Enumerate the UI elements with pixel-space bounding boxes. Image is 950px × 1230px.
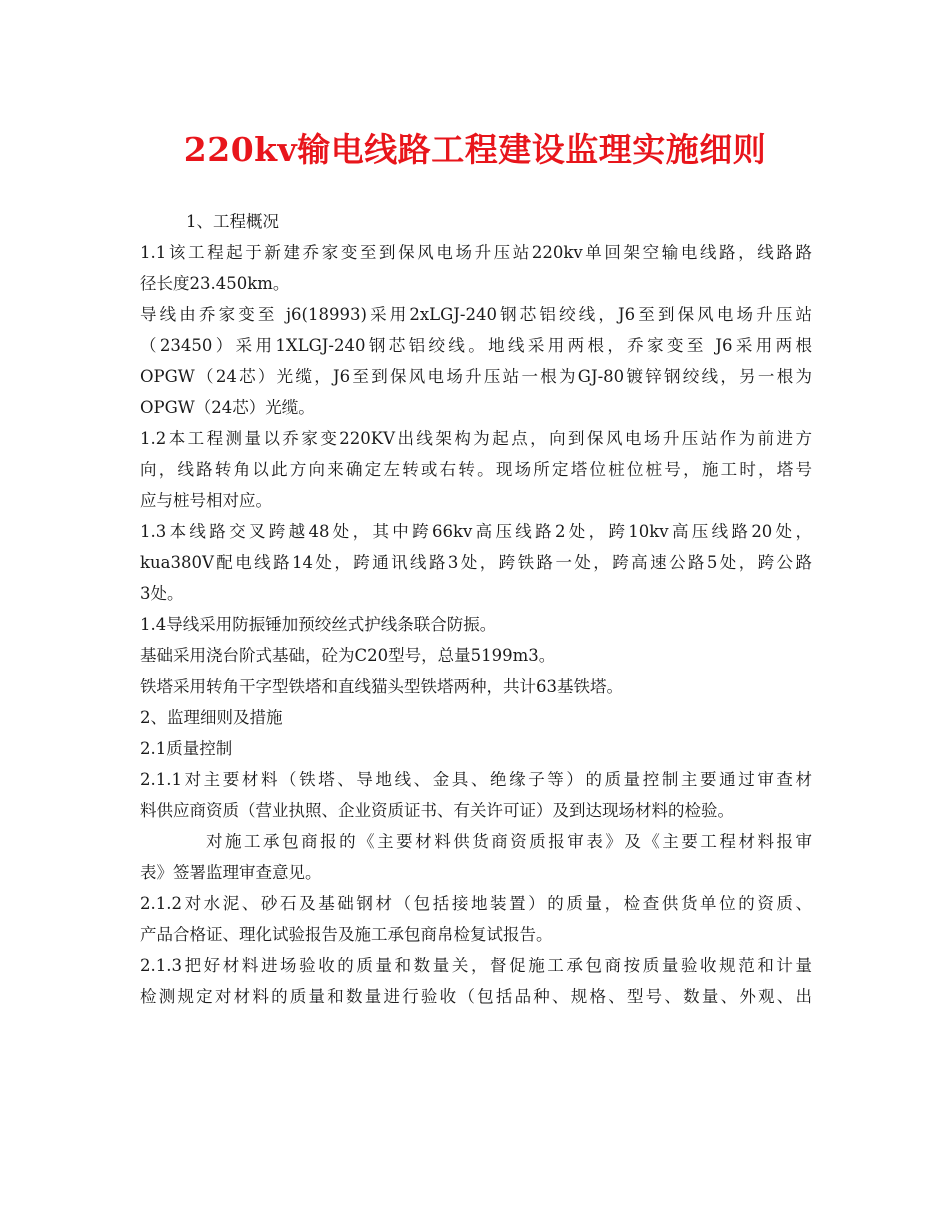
paragraph-line: 料供应商资质（营业执照、企业资质证书、有关许可证）及到达现场材料的检验。 (140, 801, 734, 820)
paragraph-line: OPGW（24芯）光缆，J6至到保风电场升压站一根为GJ-80镀锌钢绞线，另一根为 (140, 367, 812, 386)
section-heading-supervision: 2、监理细则及措施 (140, 708, 283, 727)
paragraph-line: 对施工承包商报的《主要材料供货商资质报审表》及《主要工程材料报审 (206, 832, 812, 851)
document-title: 220kv输电线路工程建设监理实施细则 (183, 130, 767, 169)
paragraph-line: 导线由乔家变至 j6(18993)采用2xLGJ-240钢芯铝绞线，J6至到保风电场升压站 (140, 305, 812, 324)
paragraph-line: 径长度23.450km。 (140, 274, 290, 293)
paragraph-line: 1.2本工程测量以乔家变220KV出线架构为起点，向到保风电场升压站作为前进方 (140, 429, 812, 448)
paragraph-line: 2.1.2对水泥、砂石及基础钢材（包括接地装置）的质量，检查供货单位的资质、 (140, 894, 812, 913)
paragraph-line: （23450）采用1XLGJ-240钢芯铝绞线。地线采用两根，乔家变至 J6采用两根 (140, 336, 812, 355)
subsection-heading-quality: 2.1质量控制 (140, 739, 233, 758)
paragraph-line: 1.3本线路交叉跨越48处，其中跨66kv高压线路2处，跨10kv高压线路20处， (140, 522, 812, 541)
paragraph-line: 2.1.3把好材料进场验收的质量和数量关，督促施工承包商按质量验收规范和计量 (140, 956, 812, 975)
paragraph-line: 铁塔采用转角干字型铁塔和直线猫头型铁塔两种，共计63基铁塔。 (140, 677, 623, 696)
paragraph-line: 基础采用浇台阶式基础，砼为C20型号，总量5199m3。 (140, 646, 556, 665)
paragraph-line: kua380V配电线路14处，跨通讯线路3处，跨铁路一处，跨高速公路5处，跨公路 (140, 553, 812, 572)
paragraph-line: OPGW（24芯）光缆。 (140, 398, 315, 417)
section-heading-overview: 1、工程概况 (186, 212, 279, 231)
paragraph-line: 向，线路转角以此方向来确定左转或右转。现场所定塔位桩位桩号，施工时，塔号 (140, 460, 812, 479)
paragraph-line: 1.1该工程起于新建乔家变至到保风电场升压站220kv单回架空输电线路，线路路 (140, 243, 812, 262)
paragraph-line: 2.1.1对主要材料（铁塔、导地线、金具、绝缘子等）的质量控制主要通过审查材 (140, 770, 812, 789)
paragraph-line: 产品合格证、理化试验报告及施工承包商帛检复试报告。 (140, 925, 553, 944)
paragraph-line: 3处。 (140, 584, 184, 603)
paragraph-line: 1.4导线采用防振锤加预绞丝式护线条联合防振。 (140, 615, 497, 634)
paragraph-line: 应与桩号相对应。 (140, 491, 272, 510)
paragraph-line: 检测规定对材料的质量和数量进行验收（包括品种、规格、型号、数量、外观、出 (140, 987, 812, 1006)
document-body (140, 206, 812, 1012)
paragraph-line: 表》签署监理审查意见。 (140, 863, 322, 882)
